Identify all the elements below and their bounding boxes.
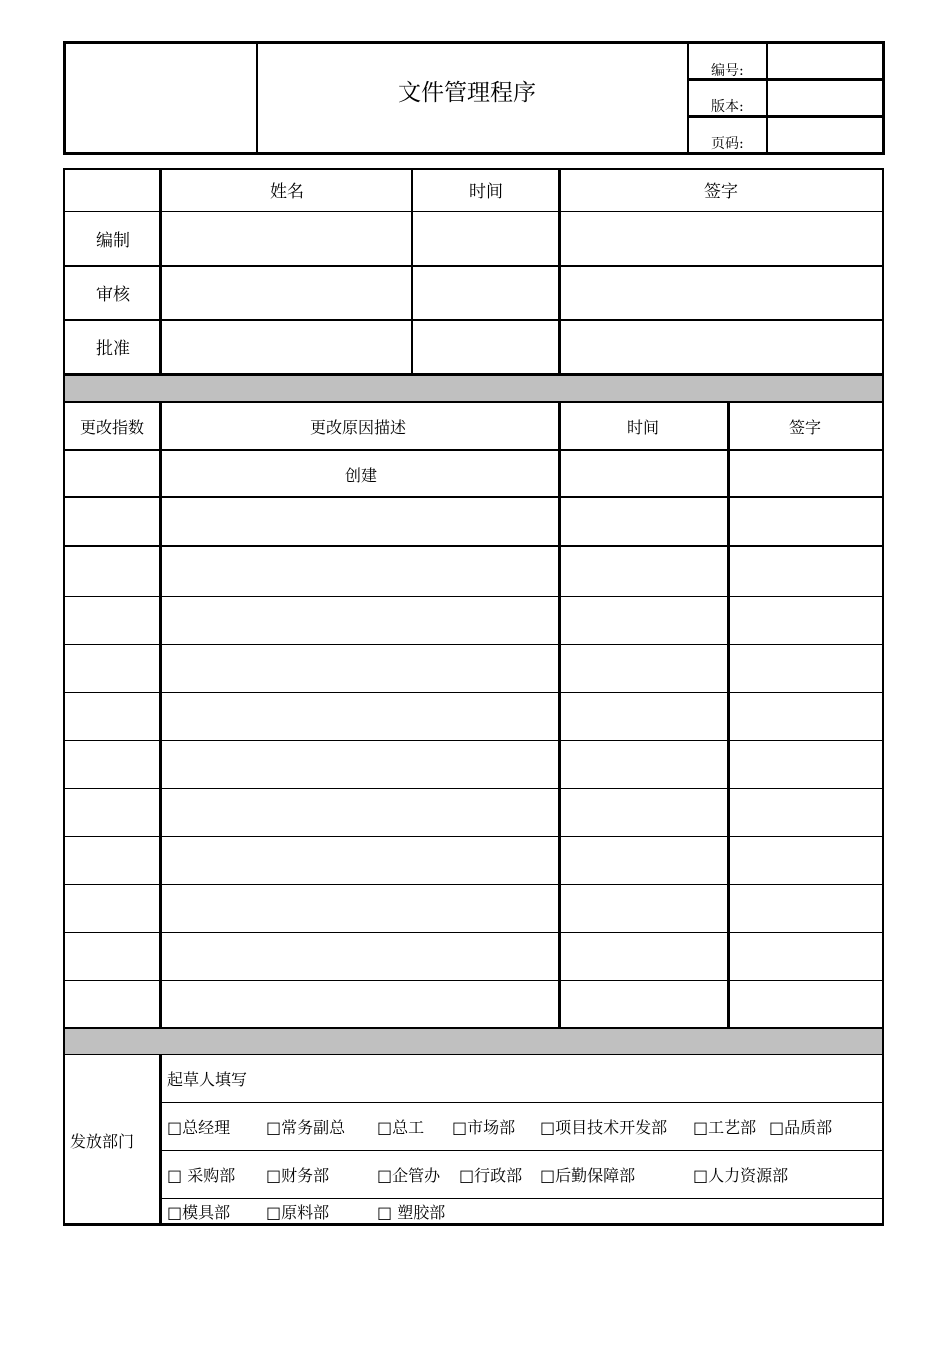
- checkbox-icon[interactable]: □: [769, 1118, 785, 1137]
- version-label: 版本:: [711, 99, 744, 115]
- dept-checkbox-marketing[interactable]: [452, 1115, 515, 1138]
- dept-label: 原料部: [281, 1203, 330, 1222]
- role-compile: 编制: [96, 231, 130, 251]
- checkbox-icon[interactable]: □: [377, 1118, 393, 1137]
- dept-checkbox-management-office[interactable]: [377, 1163, 440, 1186]
- checkbox-icon[interactable]: □: [167, 1118, 183, 1137]
- review-name-field[interactable]: [162, 267, 411, 319]
- checkbox-icon[interactable]: □: [693, 1118, 709, 1137]
- role-approve: 批准: [96, 339, 130, 359]
- dept-label: 人力资源部: [708, 1166, 789, 1185]
- checkbox-icon[interactable]: □: [540, 1166, 556, 1185]
- dept-checkbox-mold[interactable]: [167, 1200, 230, 1223]
- approve-sign-field[interactable]: [561, 321, 882, 373]
- section-divider: [65, 1029, 882, 1054]
- role-review: 审核: [96, 285, 130, 305]
- dept-checkbox-logistics[interactable]: [540, 1163, 635, 1186]
- dept-label: 后勤保障部: [555, 1166, 636, 1185]
- dept-label: 模具部: [182, 1203, 231, 1222]
- checkbox-icon[interactable]: □: [540, 1118, 556, 1137]
- page-number-label: 页码:: [711, 136, 744, 152]
- dept-checkbox-plastics[interactable]: [377, 1200, 445, 1223]
- dept-label: 市场部: [467, 1118, 516, 1137]
- change-col-time: 时间: [627, 418, 660, 437]
- dept-checkbox-hr[interactable]: [693, 1163, 788, 1186]
- dept-checkbox-finance[interactable]: [266, 1163, 329, 1186]
- change-col-desc: 更改原因描述: [310, 418, 407, 437]
- change-col-sign: 签字: [789, 418, 822, 437]
- dept-checkbox-chief-engineer[interactable]: [377, 1115, 424, 1138]
- dept-checkbox-administration[interactable]: [459, 1163, 522, 1186]
- review-sign-field[interactable]: [561, 267, 882, 319]
- dept-checkbox-purchasing[interactable]: [167, 1163, 235, 1186]
- dept-checkbox-process[interactable]: [693, 1115, 756, 1138]
- approval-col-sign: 签字: [704, 182, 738, 202]
- compile-sign-field[interactable]: [561, 212, 882, 265]
- page-number-field[interactable]: [768, 118, 882, 152]
- compile-time-field[interactable]: [413, 212, 558, 265]
- drafter-note: 起草人填写: [167, 1070, 248, 1089]
- approve-time-field[interactable]: [413, 321, 558, 373]
- dept-label: 总经理: [182, 1118, 231, 1137]
- dept-label: 企管办: [392, 1166, 441, 1185]
- change-col-index: 更改指数: [80, 418, 145, 437]
- dept-label: 常务副总: [281, 1118, 346, 1137]
- checkbox-icon[interactable]: □: [693, 1166, 709, 1185]
- dept-checkbox-raw-material[interactable]: [266, 1200, 329, 1223]
- doc-number-field[interactable]: [768, 44, 882, 78]
- section-divider: [65, 376, 882, 401]
- dept-checkbox-general-manager[interactable]: [167, 1115, 230, 1138]
- doc-number-label: 编号:: [711, 63, 744, 79]
- checkbox-icon[interactable]: □: [266, 1118, 282, 1137]
- dept-checkbox-quality[interactable]: [769, 1115, 832, 1138]
- checkbox-icon[interactable]: □: [459, 1166, 475, 1185]
- dept-label: 采购部: [187, 1166, 236, 1185]
- dept-label: 行政部: [474, 1166, 523, 1185]
- checkbox-icon[interactable]: □: [167, 1203, 183, 1222]
- dept-label: 工艺部: [708, 1118, 757, 1137]
- dept-label: 品质部: [784, 1118, 833, 1137]
- checkbox-icon[interactable]: □: [452, 1118, 468, 1137]
- logo-cell: [66, 44, 256, 152]
- distribution-label: 发放部门: [70, 1132, 135, 1151]
- checkbox-icon[interactable]: □: [377, 1203, 393, 1222]
- review-time-field[interactable]: [413, 267, 558, 319]
- dept-label: 塑胶部: [397, 1203, 446, 1222]
- dept-label: 总工: [392, 1118, 425, 1137]
- dept-checkbox-executive-deputy[interactable]: [266, 1115, 345, 1138]
- checkbox-icon[interactable]: □: [266, 1166, 282, 1185]
- dept-checkbox-rnd[interactable]: [540, 1115, 667, 1138]
- checkbox-icon[interactable]: □: [167, 1166, 183, 1185]
- compile-name-field[interactable]: [162, 212, 411, 265]
- version-field[interactable]: [768, 81, 882, 115]
- dept-label: 财务部: [281, 1166, 330, 1185]
- approval-col-name: 姓名: [270, 182, 304, 202]
- approval-col-time: 时间: [469, 182, 503, 202]
- page-title: 文件管理程序: [398, 80, 536, 106]
- checkbox-icon[interactable]: □: [377, 1166, 393, 1185]
- checkbox-icon[interactable]: □: [266, 1203, 282, 1222]
- change-row-desc: 创建: [345, 466, 378, 485]
- dept-label: 项目技术开发部: [555, 1118, 668, 1137]
- approve-name-field[interactable]: [162, 321, 411, 373]
